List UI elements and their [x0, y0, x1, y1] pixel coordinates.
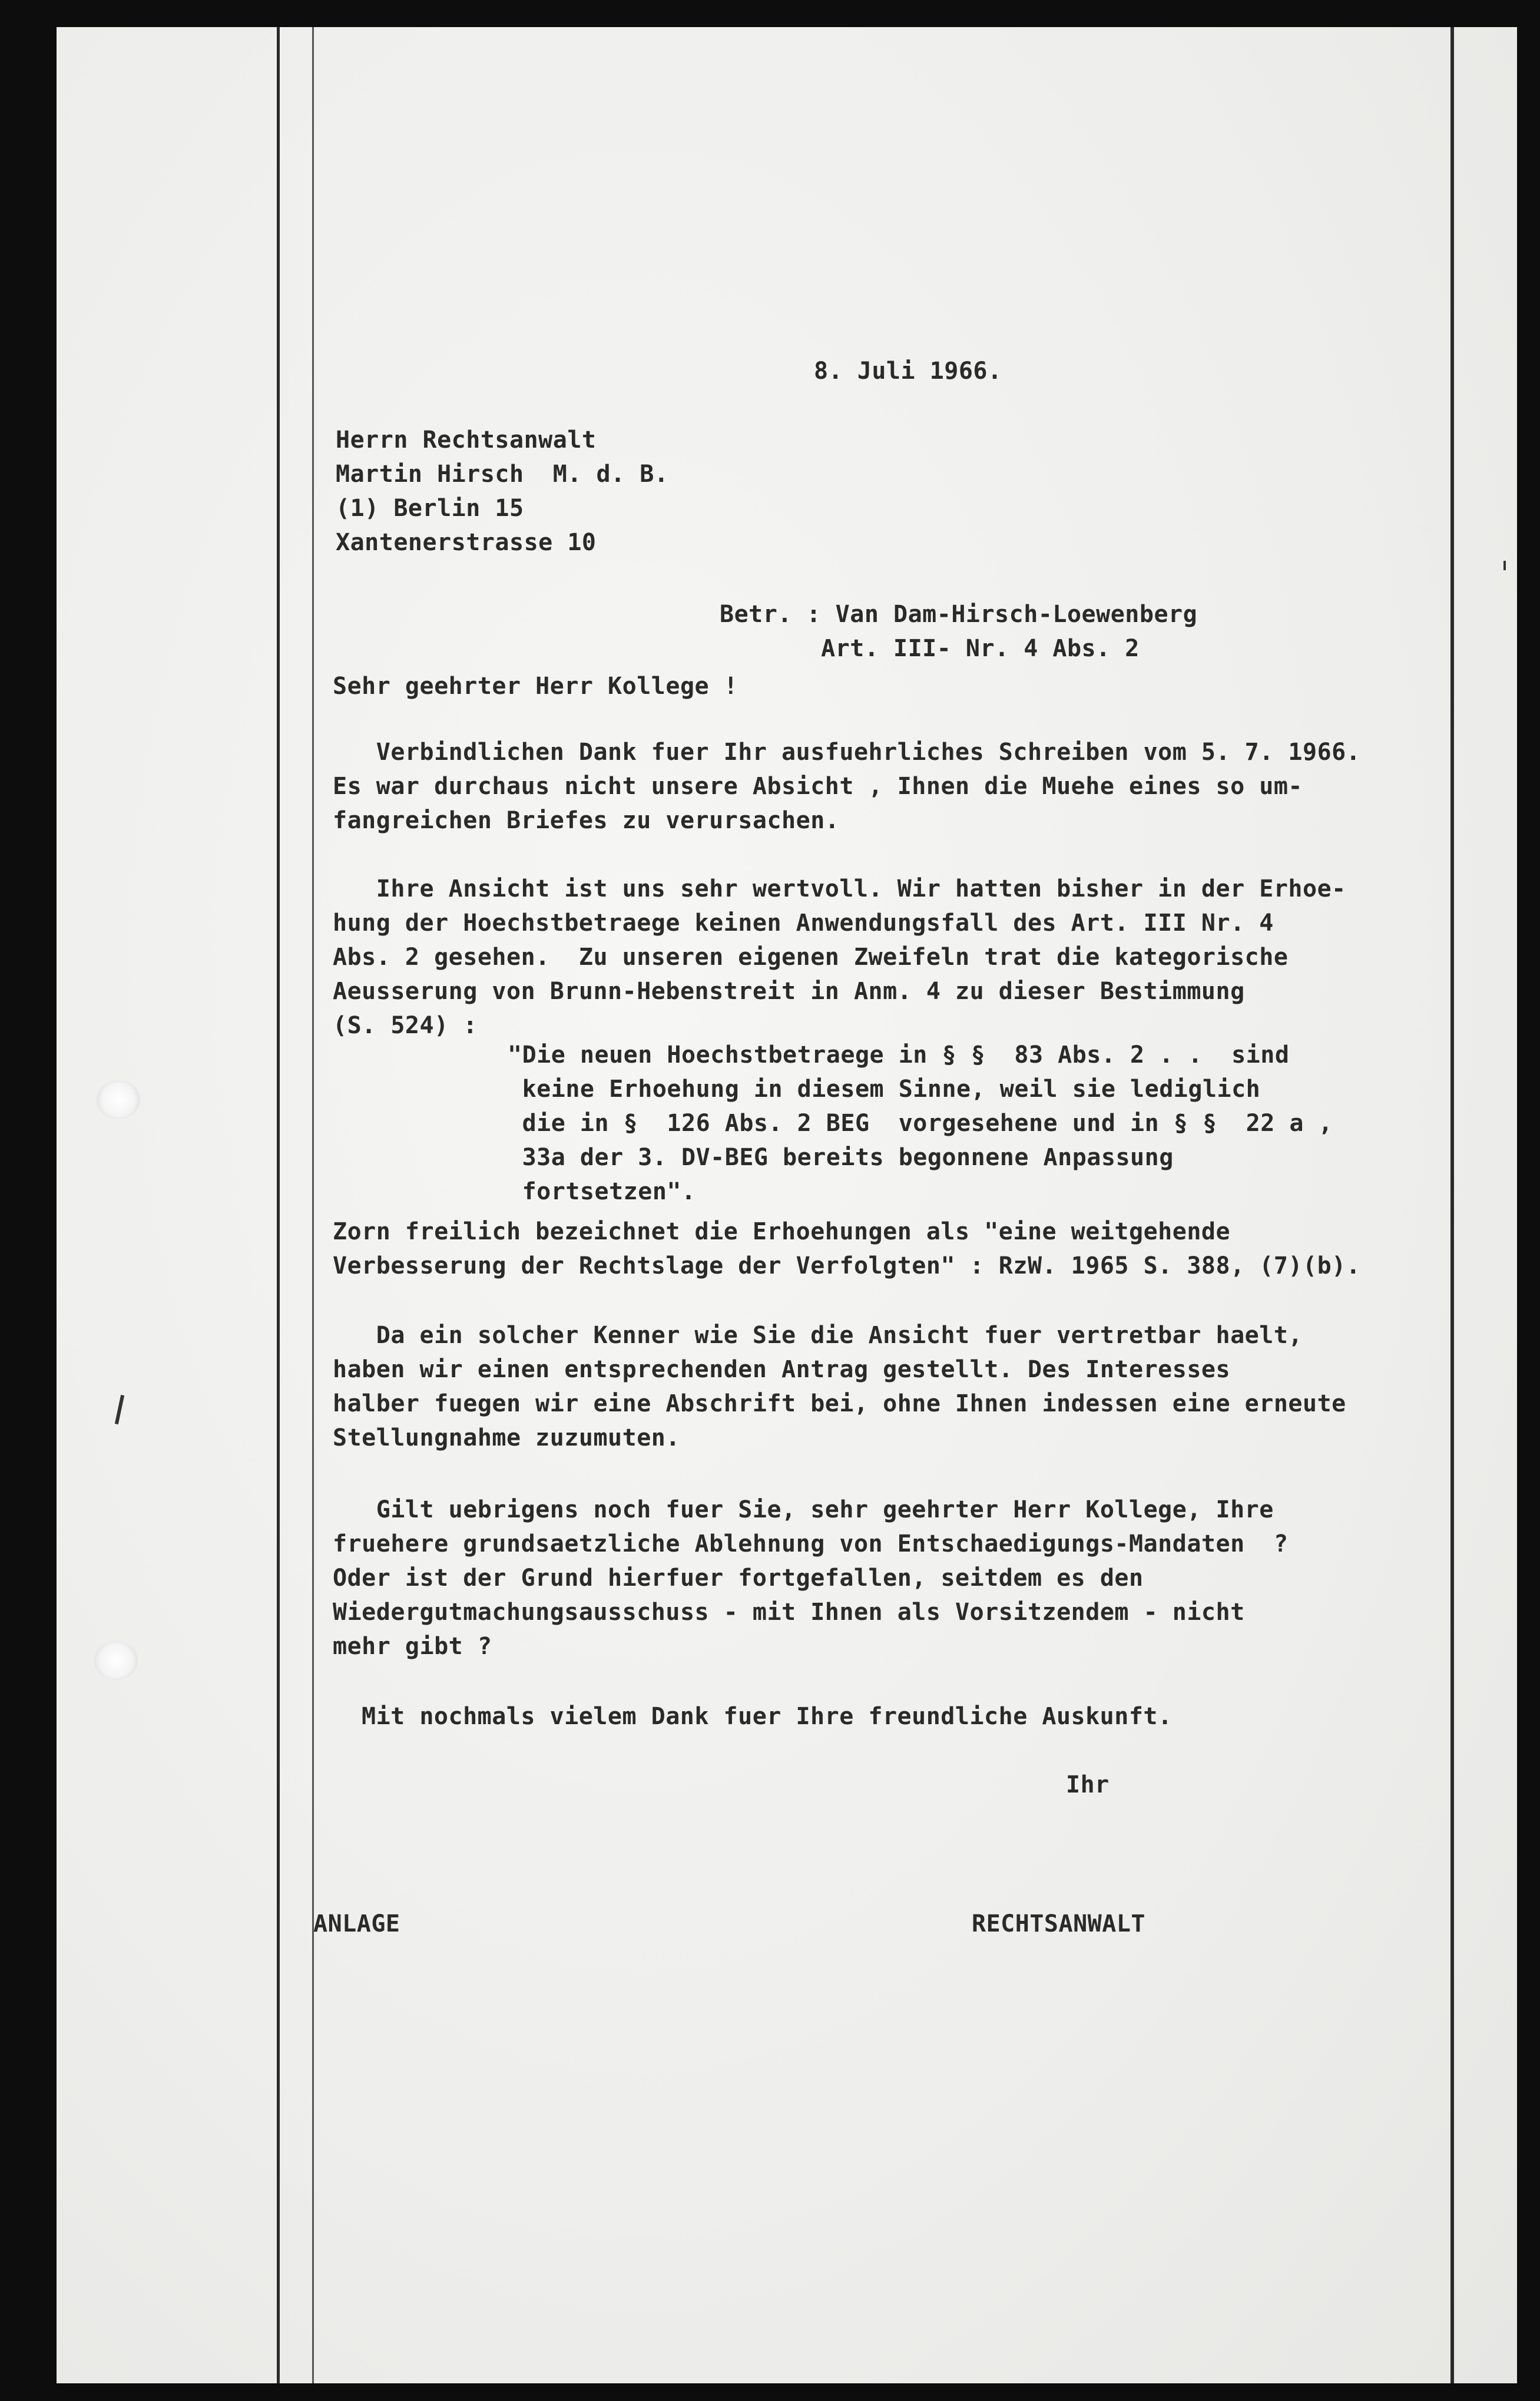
paragraph-2: [333, 872, 1346, 1043]
recipient-address: [336, 423, 668, 560]
text-line: Da ein solcher Kenner wie Sie die Ansicht fuer vertretbar haelt,: [333, 1322, 1303, 1349]
paragraph-2-continued: [333, 1215, 1360, 1283]
text-line: Zorn freilich bezeichnet die Erhoehungen als "eine weitgehende: [333, 1218, 1231, 1245]
letter-date: 8. Juli 1966.: [814, 358, 1002, 385]
closing-line: Mit nochmals vielem Dank fuer Ihre freundliche Auskunft.: [362, 1703, 1173, 1730]
salutation: Sehr geehrter Herr Kollege !: [333, 673, 738, 700]
text-line: fangreichen Briefes zu verursachen.: [333, 807, 840, 834]
subject-line-2: Art. III- Nr. 4 Abs. 2: [720, 635, 1140, 662]
text-line: (S. 524) :: [333, 1012, 478, 1039]
text-line: Ihre Ansicht ist uns sehr wertvoll. Wir hatten bisher in der Erhoe-: [333, 875, 1346, 902]
enclosure-label: ANLAGE: [313, 1910, 400, 1937]
text-line: Es war durchaus nicht unsere Absicht , Ihnen die Muehe eines so um-: [333, 773, 1303, 800]
subject-line: [720, 597, 1197, 666]
text-line: Abs. 2 gesehen. Zu unseren eigenen Zweifeln trat die kategorische: [333, 944, 1289, 971]
text-line: Stellungnahme zuzumuten.: [333, 1424, 680, 1451]
paragraph-1: [333, 735, 1360, 838]
sign-off: Ihr: [1066, 1771, 1110, 1798]
text-line: haben wir einen entsprechenden Antrag gestellt. Des Interesses: [333, 1356, 1231, 1383]
recipient-line: (1) Berlin 15: [336, 495, 524, 522]
text-line: mehr gibt ?: [333, 1633, 492, 1660]
subject-line-1: Betr. : Van Dam-Hirsch-Loewenberg: [720, 601, 1198, 628]
quote-line: "Die neuen Hoechstbetraege in § § 83 Abs. 2 . . sind: [508, 1041, 1290, 1069]
recipient-line: Xantenerstrasse 10: [336, 529, 597, 556]
punch-hole-top: [97, 1080, 140, 1119]
text-line: Verbesserung der Rechtslage der Verfolgten" : RzW. 1965 S. 388, (7)(b).: [333, 1252, 1361, 1279]
left-margin-line: [277, 27, 280, 2383]
text-line: hung der Hoechstbetraege keinen Anwendungsfall des Art. III Nr. 4: [333, 910, 1274, 937]
paragraph-3: [333, 1318, 1346, 1455]
speck-mark: [1503, 561, 1506, 570]
text-line: Aeusserung von Brunn-Hebenstreit in Anm. 4 zu dieser Bestimmung: [333, 978, 1245, 1005]
quote-line: 33a der 3. DV-BEG bereits begonnene Anpassung: [508, 1144, 1174, 1171]
text-line: Oder ist der Grund hierfuer fortgefallen, seitdem es den: [333, 1565, 1144, 1592]
text-line: Gilt uebrigens noch fuer Sie, sehr geehrter Herr Kollege, Ihre: [333, 1496, 1274, 1523]
text-line: Wiedergutmachungsausschuss - mit Ihnen als Vorsitzendem - nicht: [333, 1599, 1245, 1626]
recipient-line: Martin Hirsch M. d. B.: [336, 461, 669, 488]
quote-line: keine Erhoehung in diesem Sinne, weil sie lediglich: [508, 1076, 1261, 1103]
paragraph-4: [333, 1493, 1288, 1663]
punch-hole-bottom: [94, 1641, 138, 1680]
right-margin-line: [1450, 27, 1454, 2383]
text-line: Verbindlichen Dank fuer Ihr ausfuehrliches Schreiben vom 5. 7. 1966.: [333, 739, 1361, 766]
signature-title: RECHTSANWALT: [972, 1910, 1145, 1937]
left-margin-line-inner: [312, 27, 314, 2383]
text-line: halber fuegen wir eine Abschrift bei, ohne Ihnen indessen eine erneute: [333, 1390, 1346, 1417]
quote-line: die in § 126 Abs. 2 BEG vorgesehene und in § § 22 a ,: [508, 1110, 1333, 1137]
quote-line: fortsetzen".: [508, 1178, 696, 1205]
recipient-line: Herrn Rechtsanwalt: [336, 426, 597, 454]
block-quote: [508, 1038, 1333, 1209]
text-line: fruehere grundsaetzliche Ablehnung von Entschaedigungs-Mandaten ?: [333, 1530, 1289, 1557]
